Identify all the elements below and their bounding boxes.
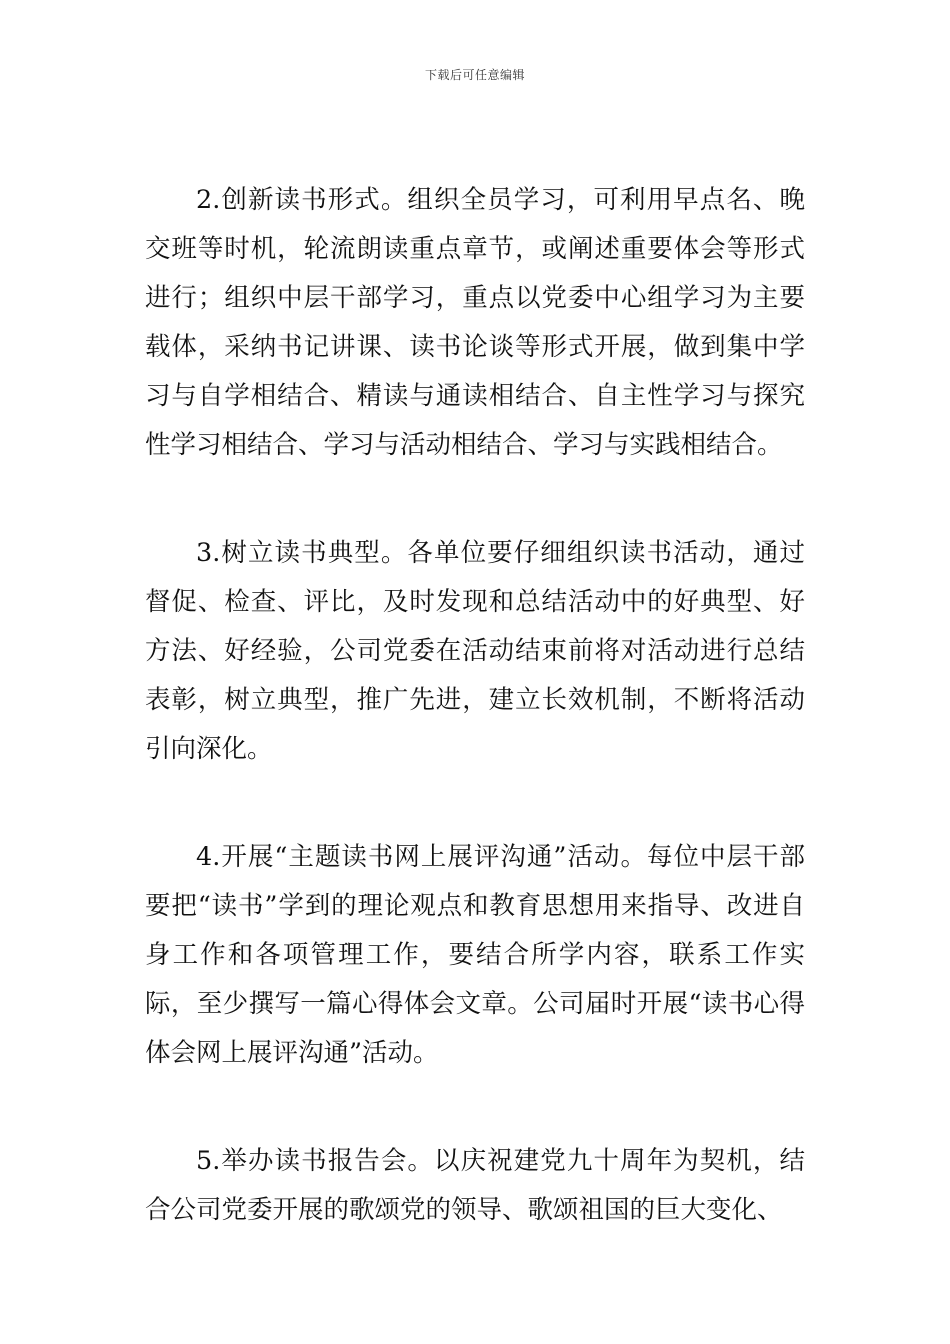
page-header: 下载后可任意编辑 <box>424 68 525 82</box>
paragraph-5-reading-report: 5.举办读书报告会。以庆祝建党九十周年为契机，结合公司党委开展的歌颂党的领导、歌颂祖国的巨大变化、 <box>145 1146 805 1225</box>
paragraph-3-reading-models: 3.树立读书典型。各单位要仔细组织读书活动，通过督促、检查、评比，及时发现和总结活动中的好典型、好方法、好经验，公司党委在活动结束前将对活动进行总结表彰，树立典型，推广先进，建立长效机制，不断将活动引向深化。 <box>145 538 805 764</box>
document-body <box>145 176 805 1294</box>
paragraph-2-reading-forms: 2.创新读书形式。组织全员学习，可利用早点名、晚交班等时机，轮流朗读重点章节，或阐述重要体会等形式进行；组织中层干部学习，重点以党委中心组学习为主要载体，采纳书记讲课、读书论谈等形式开展，做到集中学习与自学相结合、精读与通读相结合、自主性学习与探究性学习相结合、学习与活动相结合、学习与实践相结合。 <box>145 185 805 460</box>
paragraph-4-online-exhibition: 4.开展“主题读书网上展评沟通”活动。每位中层干部要把“读书”学到的理论观点和教育思想用来指导、改进自身工作和各项管理工作，要结合所学内容，联系工作实际，至少撰写一篇心得体会文章。公司届时开展“读书心得体会网上展评沟通”活动。 <box>145 842 805 1068</box>
